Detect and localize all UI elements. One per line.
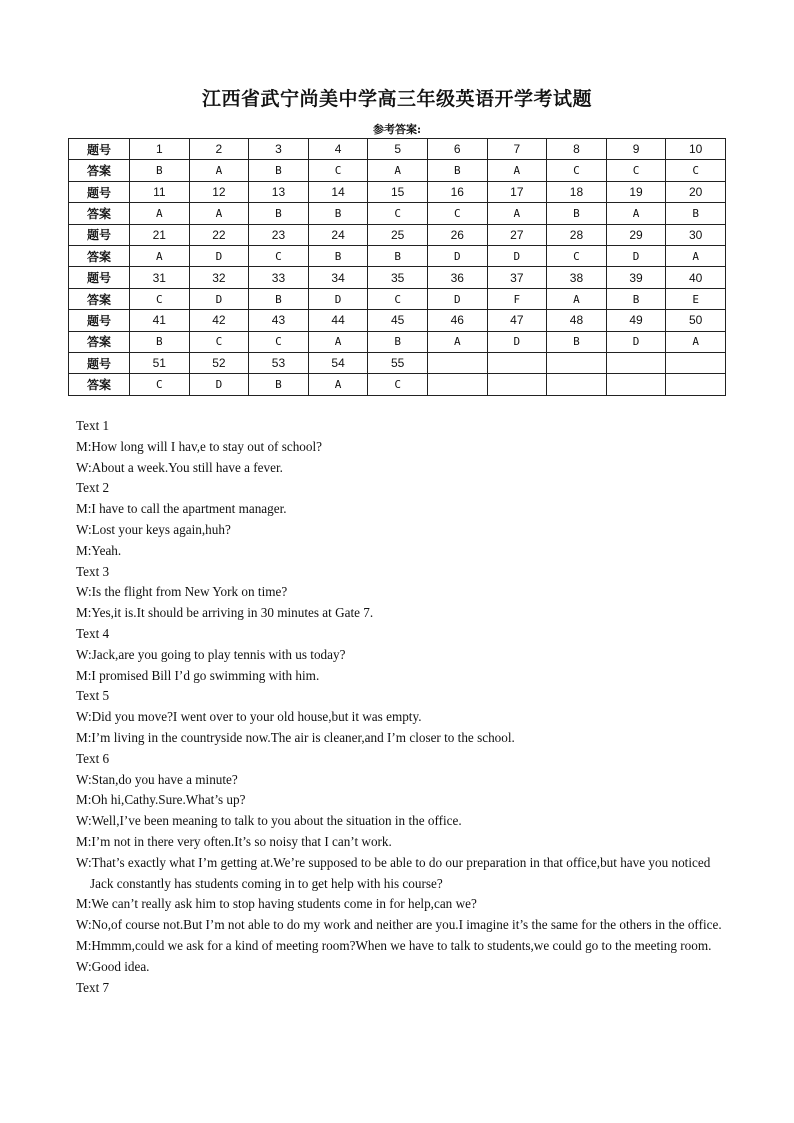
question-number-cell: 18 [547, 181, 607, 202]
question-number-row [69, 181, 726, 202]
answer-cell: C [189, 331, 249, 352]
answer-table [68, 138, 726, 396]
question-number-label: 题号 [69, 224, 130, 245]
answer-cell: D [427, 288, 487, 309]
answer-cell: C [368, 288, 428, 309]
text-section-label: Text 6 [76, 750, 110, 766]
dialogue-line: W:No,of course not.But I’m not able to do my work and neither are you.I imagine it’s the same for the others in the office. [76, 917, 722, 933]
question-number-cell: 7 [487, 139, 547, 160]
answer-cell: B [427, 160, 487, 181]
answer-cell: C [130, 374, 190, 396]
answer-cell: B [368, 246, 428, 267]
answer-cell: B [249, 160, 309, 181]
question-number-cell: 16 [427, 181, 487, 202]
dialogue-line: M:I’m not in there very often.It’s so noisy that I can’t work. [76, 833, 392, 849]
question-number-cell: 35 [368, 267, 428, 288]
question-number-cell: 4 [308, 139, 368, 160]
page-title: 江西省武宁尚美中学高三年级英语开学考试题 [201, 88, 592, 110]
question-number-cell: 11 [130, 181, 190, 202]
question-number-cell: 9 [606, 139, 666, 160]
dialogue-line: M:Yeah. [76, 542, 122, 558]
answer-cell: D [487, 246, 547, 267]
question-number-cell: 51 [130, 353, 190, 374]
answer-cell: C [249, 331, 309, 352]
question-number-cell: 44 [308, 310, 368, 331]
answer-cell: C [249, 246, 309, 267]
answer-label: 答案 [69, 331, 130, 352]
question-number-cell [547, 353, 607, 374]
answer-cell: D [189, 374, 249, 396]
answer-cell: A [487, 203, 547, 224]
answer-cell: A [368, 160, 428, 181]
answer-label: 答案 [69, 288, 130, 309]
question-number-label: 题号 [69, 310, 130, 331]
dialogue-line: W:Lost your keys again,huh? [76, 521, 231, 537]
question-number-label: 题号 [69, 181, 130, 202]
answer-cell: D [189, 288, 249, 309]
answer-cell: B [130, 331, 190, 352]
answer-cell: A [189, 203, 249, 224]
answer-label: 答案 [69, 246, 130, 267]
answer-cell: D [487, 331, 547, 352]
dialogue-line: M:Hmmm,could we ask for a kind of meeting room?When we have to talk to students,we could go to the meeting room. [76, 937, 712, 953]
text-section-label: Text 3 [76, 563, 110, 579]
answer-row [69, 374, 726, 396]
text-section-label: Text 1 [76, 418, 110, 433]
answer-cell: C [368, 203, 428, 224]
answer-cell: C [427, 203, 487, 224]
answer-cell: C [606, 160, 666, 181]
answer-cell: B [308, 203, 368, 224]
answer-cell: A [130, 203, 190, 224]
answer-heading: 参考答案: [372, 123, 422, 136]
question-number-cell: 19 [606, 181, 666, 202]
dialogue-line: W:Did you move?I went over to your old house,but it was empty. [76, 709, 422, 725]
question-number-cell: 28 [547, 224, 607, 245]
answer-cell: A [547, 288, 607, 309]
question-number-cell [666, 353, 726, 374]
question-number-cell: 55 [368, 353, 428, 374]
answer-cell: E [666, 288, 726, 309]
question-number-cell: 37 [487, 267, 547, 288]
answer-cell: C [666, 160, 726, 181]
answer-row [69, 203, 726, 224]
dialogue-line: M:We can’t really ask him to stop having students come in for help,can we? [76, 896, 477, 912]
answer-row [69, 246, 726, 267]
question-number-cell: 3 [249, 139, 309, 160]
answer-cell [427, 374, 487, 396]
question-number-cell: 1 [130, 139, 190, 160]
question-number-cell: 22 [189, 224, 249, 245]
answer-cell: A [427, 331, 487, 352]
question-number-cell: 21 [130, 224, 190, 245]
question-number-cell: 23 [249, 224, 309, 245]
dialogue-line: W:Well,I’ve been meaning to talk to you about the situation in the office. [76, 813, 462, 829]
question-number-cell: 54 [308, 353, 368, 374]
text-section-label: Text 4 [76, 625, 110, 641]
answer-cell [666, 374, 726, 396]
answer-cell: A [666, 246, 726, 267]
answer-cell: B [666, 203, 726, 224]
question-number-cell: 52 [189, 353, 249, 374]
answer-cell: B [249, 203, 309, 224]
text-section-label: Text 7 [76, 979, 110, 995]
answer-cell: B [368, 331, 428, 352]
question-number-cell: 24 [308, 224, 368, 245]
question-number-cell: 49 [606, 310, 666, 331]
answer-cell: A [308, 374, 368, 396]
answer-cell: A [189, 160, 249, 181]
question-number-cell [427, 353, 487, 374]
answer-cell: B [130, 160, 190, 181]
dialogue-line: W:Is the flight from New York on time? [76, 584, 288, 600]
question-number-cell: 29 [606, 224, 666, 245]
answer-cell: C [308, 160, 368, 181]
question-number-row [69, 139, 726, 160]
answer-cell: D [308, 288, 368, 309]
answer-cell: B [249, 374, 309, 396]
listening-transcript [76, 416, 726, 998]
question-number-row [69, 224, 726, 245]
question-number-cell: 14 [308, 181, 368, 202]
question-number-cell: 50 [666, 310, 726, 331]
answer-row [69, 160, 726, 181]
answer-cell: D [427, 246, 487, 267]
question-number-cell: 8 [547, 139, 607, 160]
question-number-cell: 48 [547, 310, 607, 331]
answer-cell: C [368, 374, 428, 396]
text-section-label: Text 2 [76, 480, 110, 496]
answer-cell [606, 374, 666, 396]
question-number-cell: 45 [368, 310, 428, 331]
text-section-label: Text 5 [76, 688, 110, 704]
question-number-row [69, 353, 726, 374]
question-number-cell: 27 [487, 224, 547, 245]
question-number-label: 题号 [69, 139, 130, 160]
answer-cell [547, 374, 607, 396]
question-number-cell: 2 [189, 139, 249, 160]
dialogue-line: M:Yes,it is.It should be arriving in 30 minutes at Gate 7. [76, 605, 374, 621]
dialogue-line: M:Oh hi,Cathy.Sure.What’s up? [76, 792, 246, 808]
dialogue-line: M:I have to call the apartment manager. [76, 501, 287, 517]
answer-cell: C [547, 160, 607, 181]
answer-cell: A [130, 246, 190, 267]
question-number-cell: 36 [427, 267, 487, 288]
dialogue-line: W:About a week.You still have a fever. [76, 459, 283, 475]
dialogue-line: M:I’m living in the countryside now.The air is cleaner,and I’m closer to the school. [76, 729, 515, 745]
question-number-cell: 40 [666, 267, 726, 288]
answer-label: 答案 [69, 374, 130, 396]
answer-label: 答案 [69, 203, 130, 224]
question-number-label: 题号 [69, 267, 130, 288]
dialogue-line: W:Good idea. [76, 958, 150, 974]
answer-cell: A [487, 160, 547, 181]
answer-row [69, 288, 726, 309]
answer-cell: B [249, 288, 309, 309]
question-number-cell: 10 [666, 139, 726, 160]
question-number-cell: 33 [249, 267, 309, 288]
question-number-cell: 30 [666, 224, 726, 245]
answer-cell: A [666, 331, 726, 352]
dialogue-line: W:Stan,do you have a minute? [76, 771, 238, 787]
question-number-cell: 17 [487, 181, 547, 202]
question-number-cell: 42 [189, 310, 249, 331]
question-number-cell [487, 353, 547, 374]
question-number-cell: 25 [368, 224, 428, 245]
answer-cell: D [606, 331, 666, 352]
answer-cell: B [547, 331, 607, 352]
question-number-cell [606, 353, 666, 374]
answer-cell: B [547, 203, 607, 224]
question-number-cell: 6 [427, 139, 487, 160]
question-number-cell: 12 [189, 181, 249, 202]
question-number-cell: 31 [130, 267, 190, 288]
question-number-cell: 47 [487, 310, 547, 331]
answer-cell: F [487, 288, 547, 309]
answer-cell [487, 374, 547, 396]
question-number-cell: 38 [547, 267, 607, 288]
question-number-cell: 32 [189, 267, 249, 288]
question-number-cell: 53 [249, 353, 309, 374]
question-number-cell: 46 [427, 310, 487, 331]
answer-cell: B [308, 246, 368, 267]
question-number-cell: 5 [368, 139, 428, 160]
question-number-cell: 20 [666, 181, 726, 202]
question-number-cell: 26 [427, 224, 487, 245]
answer-row [69, 331, 726, 352]
question-number-row [69, 267, 726, 288]
question-number-cell: 39 [606, 267, 666, 288]
dialogue-line: W:That’s exactly what I’m getting at.We’re supposed to be able to do our preparation in that office,but have you noticed Jack constantly has students coming in to get help with his course? [76, 854, 711, 891]
dialogue-line: M:How long will I hav,e to stay out of school? [76, 438, 323, 454]
answer-cell: D [189, 246, 249, 267]
answer-cell: A [606, 203, 666, 224]
answer-cell: C [130, 288, 190, 309]
answer-cell: A [308, 331, 368, 352]
question-number-label: 题号 [69, 353, 130, 374]
question-number-cell: 41 [130, 310, 190, 331]
question-number-cell: 13 [249, 181, 309, 202]
dialogue-line: M:I promised Bill I’d go swimming with him. [76, 667, 320, 683]
answer-cell: D [606, 246, 666, 267]
question-number-cell: 15 [368, 181, 428, 202]
question-number-cell: 43 [249, 310, 309, 331]
answer-cell: C [547, 246, 607, 267]
answer-cell: B [606, 288, 666, 309]
answer-label: 答案 [69, 160, 130, 181]
dialogue-line: W:Jack,are you going to play tennis with us today? [76, 646, 346, 662]
question-number-row [69, 310, 726, 331]
question-number-cell: 34 [308, 267, 368, 288]
